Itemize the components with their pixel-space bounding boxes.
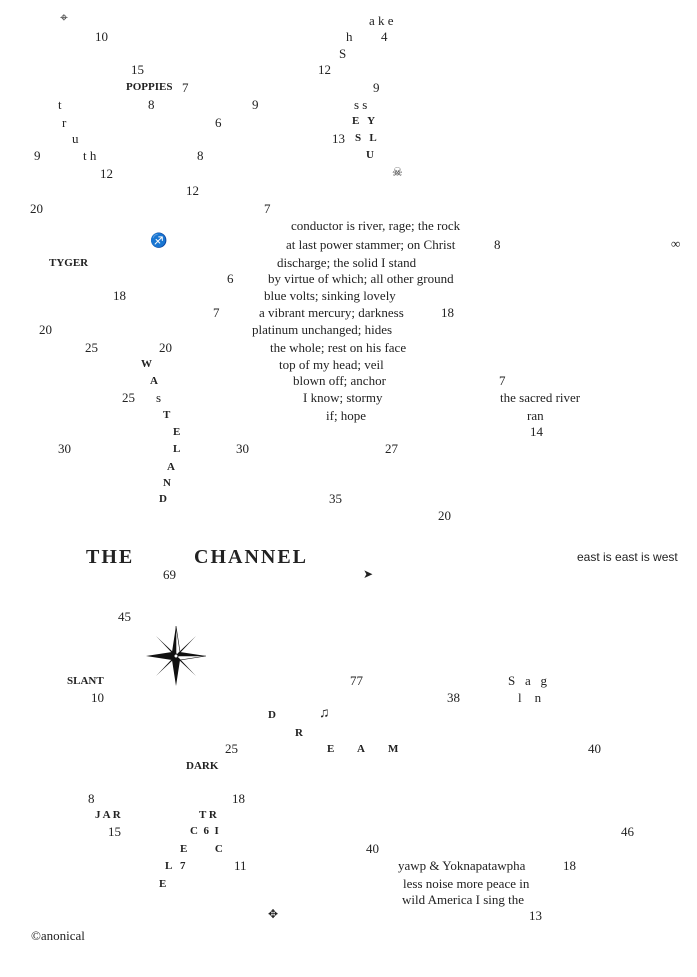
number: 4: [381, 29, 388, 44]
number: 25: [85, 340, 98, 355]
number: 38: [447, 690, 460, 705]
letters: s s: [354, 97, 368, 112]
number: 9: [252, 97, 259, 112]
poem-line: at last power stammer; on Christ: [286, 237, 456, 252]
poem-line: conductor is river, rage; the rock: [291, 218, 461, 233]
number: 12: [100, 166, 113, 181]
number: 69: [163, 567, 176, 582]
number: 13: [332, 131, 345, 146]
number: 18: [113, 288, 126, 303]
number: 20: [30, 201, 43, 216]
number: 9: [373, 80, 380, 95]
number: 11: [234, 858, 247, 873]
letter: R: [295, 727, 303, 739]
poem-line: I know; stormy: [303, 390, 383, 405]
arrow-glyph-icon: ➤: [363, 567, 374, 581]
letter: r: [62, 115, 67, 130]
channel-word: CHANNEL: [194, 546, 309, 568]
letter: t: [58, 97, 62, 112]
music-note-glyph-icon: ♫: [319, 706, 330, 721]
letters: C 6 I: [190, 825, 219, 837]
jar-word: J A R: [95, 809, 121, 821]
sacred-river-text: the sacred river: [500, 390, 581, 405]
number: 40: [366, 841, 379, 856]
letters: E Y: [352, 115, 376, 127]
the-word: THE: [86, 546, 135, 568]
number: 45: [118, 609, 131, 624]
number: 7: [499, 373, 506, 388]
compass-rose-icon: [146, 626, 206, 686]
poem-line: blue volts; sinking lovely: [264, 288, 396, 303]
skull-glyph-icon: ☠: [392, 165, 403, 179]
poem-line: less noise more peace in: [403, 876, 530, 891]
poem-line: if; hope: [326, 408, 367, 423]
letters: S a g: [508, 673, 547, 688]
poem-line: wild America I sing the: [402, 892, 525, 907]
canonical-text: ©anonical: [31, 928, 85, 943]
number: 6: [215, 115, 222, 130]
number: 18: [441, 305, 454, 320]
poem-line: discharge; the solid I stand: [277, 255, 417, 270]
letter: U: [366, 149, 374, 161]
number: 10: [91, 690, 104, 705]
number: 25: [225, 741, 238, 756]
letter: A: [357, 743, 365, 755]
poem-line: a vibrant mercury; darkness: [259, 305, 404, 320]
letter: S: [339, 46, 347, 61]
number: 13: [529, 908, 542, 923]
letter: h: [346, 29, 353, 44]
ran-text: ran: [527, 408, 544, 423]
number: 7: [182, 80, 189, 95]
poem-line: top of my head; veil: [279, 357, 384, 372]
number: 27: [385, 441, 398, 456]
letter: D: [159, 493, 167, 505]
letter: A: [167, 461, 175, 473]
east-west-text: east is east is west: [577, 550, 678, 564]
letters: S L: [355, 132, 377, 144]
letters: T R: [199, 809, 217, 821]
number: 7: [264, 201, 271, 216]
number: 20: [39, 322, 52, 337]
poem-line: yawp & Yoknapatawpha: [398, 858, 526, 873]
number: 77: [350, 673, 363, 688]
letter: E: [327, 743, 335, 755]
number: 30: [58, 441, 71, 456]
number: 7: [213, 305, 220, 320]
letter: W: [141, 358, 152, 370]
number: 46: [621, 824, 634, 839]
slant-word: SLANT: [67, 675, 104, 687]
number: 18: [232, 791, 245, 806]
poem-line: platinum unchanged; hides: [252, 322, 393, 337]
letter: A: [150, 375, 158, 387]
letter: D: [268, 709, 276, 721]
letter: T: [163, 409, 171, 421]
number: 8: [148, 97, 155, 112]
number: 35: [329, 491, 342, 506]
fleuron-glyph-icon: ✥: [268, 907, 279, 921]
number: 9: [34, 148, 41, 163]
number: 8: [494, 237, 501, 252]
poem-line: the whole; rest on his face: [270, 340, 407, 355]
letter: M: [388, 743, 399, 755]
number: 8: [197, 148, 204, 163]
dark-word: DARK: [186, 760, 219, 772]
number: 25: [122, 390, 135, 405]
poppies-word: POPPIES: [126, 81, 173, 93]
letter: E: [159, 878, 167, 890]
letters: E C: [180, 843, 223, 855]
number: 40: [588, 741, 601, 756]
letter: N: [163, 477, 171, 489]
number: 30: [236, 441, 249, 456]
letter: s: [156, 390, 162, 405]
letters: t h: [83, 148, 97, 163]
letter: E: [173, 426, 181, 438]
number: 12: [318, 62, 331, 77]
number: 14: [530, 424, 543, 439]
number: 15: [131, 62, 144, 77]
wake-text: a k e: [369, 13, 394, 28]
number: 18: [563, 858, 576, 873]
poem-line: by virtue of which; all other ground: [268, 271, 454, 286]
number: 15: [108, 824, 121, 839]
infinity-symbol: ∞: [671, 236, 681, 251]
poem-line: blown off; anchor: [293, 373, 386, 388]
number: 12: [186, 183, 199, 198]
number: 20: [438, 508, 451, 523]
letter: u: [72, 131, 79, 146]
letter: L: [173, 443, 181, 455]
number: 8: [88, 791, 95, 806]
tyger-word: TYGER: [49, 257, 89, 269]
sagittarius-glyph-icon: ♐: [150, 234, 168, 249]
letters: l n: [518, 690, 542, 705]
number: 6: [227, 271, 234, 286]
number: 10: [95, 29, 108, 44]
number: 20: [159, 340, 172, 355]
letters: L 7: [165, 860, 186, 872]
sun-glyph-icon: ⌖: [60, 11, 68, 26]
